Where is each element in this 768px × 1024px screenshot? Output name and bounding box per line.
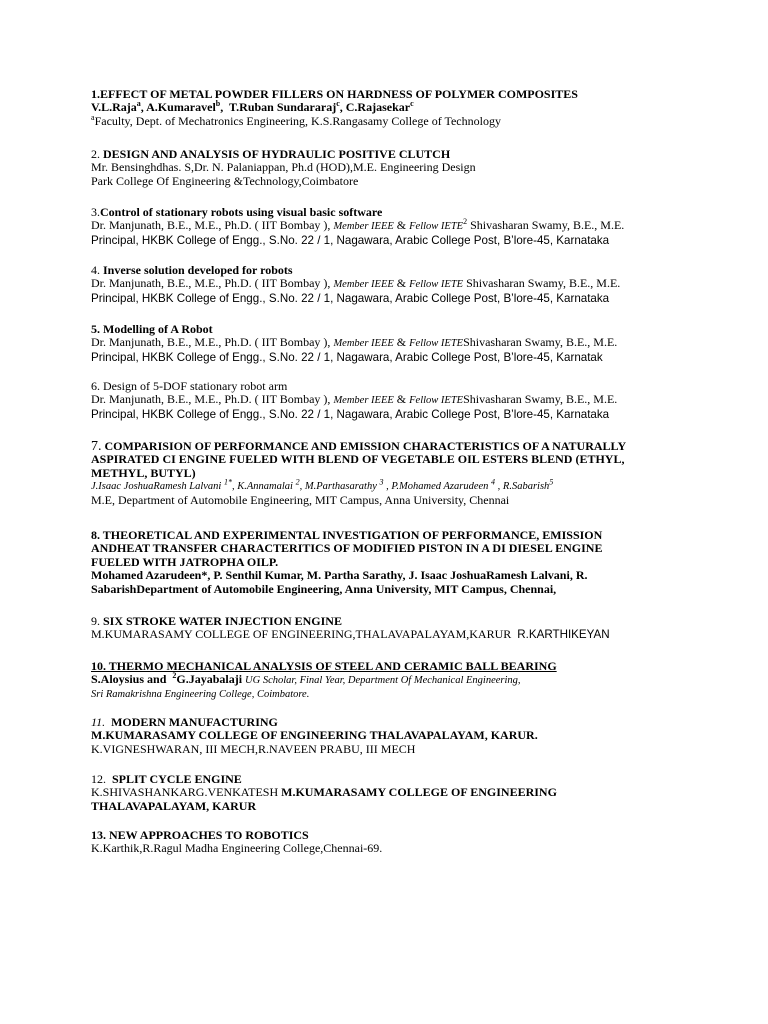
author-sep: , [231, 481, 238, 493]
entry-title-text: SIX STROKE WATER INJECTION ENGINE [103, 614, 342, 628]
entry-title [91, 773, 557, 786]
author-text: R.KARTHIKEYAN [517, 628, 610, 642]
entry-authors: SabarishDepartment of Automobile Engineering, Anna University, MIT Campus, Chennai, [91, 581, 557, 596]
entry-authors [91, 277, 620, 291]
entry-authors: Mohamed Azarudeen*, P. Senthil Kumar, M. Partha Sarathy, J. Isaac JoshuaRamesh Lalvani, R. [91, 568, 588, 583]
entry-title-line: ANDHEAT TRANSFER CHARACTERITICS OF MODIFIED PISTON IN A DI DIESEL ENGINE [91, 541, 603, 556]
author-sup: a [136, 99, 141, 109]
entry-title [91, 264, 620, 277]
entry-1 [91, 88, 578, 128]
affiliation-sup: a [91, 112, 95, 122]
entry-12 [91, 773, 557, 813]
entry-title: 5. Modelling of A Robot [91, 322, 213, 336]
author-name: C.Rajasekar [345, 100, 411, 115]
amp-text: & [393, 218, 410, 233]
author-text: Dr. Manjunath, B.E., M.E., Ph.D. ( IIT Bombay ), [91, 276, 334, 291]
entry-title-line: FUELED WITH JATROPHA OILP. [91, 554, 279, 569]
author-name: A.Kumaravel [146, 100, 216, 115]
author-name: K.Annamalai [237, 481, 296, 493]
entry-authors: K.VIGNESHWARAN, III MECH,R.NAVEEN PRABU, III MECH [91, 741, 416, 756]
entry-title [91, 440, 626, 453]
entry-9 [91, 615, 610, 642]
author-name: P.Mohamed Azarudeen [391, 481, 492, 493]
entry-title-text: Control of stationary robots using visual basic software [100, 205, 383, 219]
author-sup: 2 [172, 671, 177, 681]
entry-address: Principal, HKBK College of Engg., S.No. 22 / 1, Nagawara, Arabic College Post, B’lore-45, Karnatak [91, 350, 603, 364]
member-text: Member IEEE [333, 395, 394, 407]
entry-title-text: THERMO MECHANICAL ANALYSIS OF STEEL AND CERAMIC BALL BEARING [106, 659, 557, 673]
author-name: T.Ruban Sundararaj [229, 100, 337, 115]
entry-number: 2. [91, 147, 100, 161]
author-text: Dr. Manjunath, B.E., M.E., Ph.D. ( IIT Bombay ), [91, 335, 334, 350]
entry-address: Principal, HKBK College of Engg., S.No. 22 / 1, Nagawara, Arabic College Post, B’lore-45, Karnataka [91, 407, 610, 421]
entry-7 [91, 440, 626, 507]
fellow-text: Fellow IETE [409, 395, 464, 407]
entry-number: 11. [91, 715, 106, 729]
entry-number: 7. [91, 439, 102, 454]
author-sep: , [383, 481, 392, 493]
entry-affiliation: Park College Of Engineering &Technology,Coimbatore [91, 173, 359, 188]
affiliation-text: Faculty, Dept. of Mechatronics Engineering, K.S.Rangasamy College of Technology [94, 113, 501, 128]
entry-3 [91, 206, 624, 247]
entry-title-line: ASPIRATED CI ENGINE FUELED WITH BLEND OF VEGETABLE OIL ESTERS BLEND (ETHYL, [91, 452, 625, 467]
author-text: G.Jayabalaji [176, 672, 243, 687]
author-text: Dr. Manjunath, B.E., M.E., Ph.D. ( IIT Bombay ), [91, 218, 334, 233]
entry-address: Principal, HKBK College of Engg., S.No. 22 / 1, Nagawara, Arabic College Post, B’lore-45, Karnataka [91, 291, 610, 305]
entry-title: 1.EFFECT OF METAL POWDER FILLERS ON HARDNESS OF POLYMER COMPOSITES [91, 87, 578, 101]
entry-college: THALAVAPALAYAM, KARUR [91, 798, 257, 813]
entry-number: 10. [91, 659, 106, 673]
fellow-sup: 2 [463, 217, 468, 227]
entry-affiliation: Sri Ramakrishna Engineering College, Coimbatore. [91, 688, 310, 700]
author-rest: Shivasharan Swamy, B.E., M.E. [467, 218, 625, 233]
author-sup: 3 [379, 477, 384, 487]
fellow-text: Fellow IETE [409, 338, 464, 350]
fellow-text: Fellow IETE [409, 221, 464, 233]
author-sup: 5 [549, 477, 554, 487]
entry-number: 3. [91, 205, 100, 219]
author-sup: 1* [223, 477, 232, 487]
affiliation-text: UG Scholar, Final Year, Department Of Mechanical Engineering, [245, 675, 521, 687]
entry-college: M.KUMARASAMY COLLEGE OF ENGINEERING THALAVAPALAYAM, KARUR. [91, 728, 538, 743]
amp-text: & [393, 276, 410, 291]
entry-authors [91, 219, 624, 233]
author-sep: , [299, 481, 305, 493]
member-text: Member IEEE [333, 279, 394, 291]
entry-address: Principal, HKBK College of Engg., S.No. 22 / 1, Nagawara, Arabic College Post, B’lore-45, Karnataka [91, 233, 610, 247]
entry-11 [91, 716, 538, 756]
author-name: V.L.Raja [91, 100, 137, 115]
entry-title-text: MODERN MANUFACTURING [111, 715, 278, 729]
entry-title [91, 148, 476, 161]
entry-number: 4. [91, 263, 100, 277]
entry-title-text: Inverse solution developed for robots [103, 263, 293, 277]
entry-authors [91, 393, 617, 407]
entry-4 [91, 264, 620, 305]
entry-authors: K.Karthik,R.Ragul Madha Engineering College,Chennai-69. [91, 841, 383, 856]
entry-affiliation: M.E, Department of Automobile Engineering, MIT Campus, Anna University, Chennai [91, 492, 510, 507]
entry-title-line: METHYL, BUTYL) [91, 465, 196, 480]
entry-authors [91, 786, 557, 799]
entry-title-text: COMPARISION OF PERFORMANCE AND EMISSION CHARACTERISTICS OF A NATURALLY [104, 439, 627, 453]
author-text: K.SHIVASHANKARG.VENKATESH [91, 785, 279, 800]
entry-2 [91, 148, 476, 188]
author-rest: Shivasharan Swamy, B.E., M.E. [463, 335, 618, 350]
entry-authors [91, 336, 617, 350]
entry-title-text: DESIGN AND ANALYSIS OF HYDRAULIC POSITIVE CLUTCH [103, 147, 451, 161]
author-rest: Shivasharan Swamy, B.E., M.E. [463, 276, 621, 291]
author-rest: Shivasharan Swamy, B.E., M.E. [463, 392, 618, 407]
author-sup: c [410, 99, 414, 109]
author-sep: , [495, 481, 503, 493]
college-text: M.KUMARASAMY COLLEGE OF ENGINEERING [281, 785, 557, 800]
entry-authors: V.L.Raja$^a$, A.Kumaravel$^b$, T.Ruban Sundararaj$^c$, C.Rajasekar$^c$ [91, 99, 414, 115]
entry-title: 6. Design of 5-DOF stationary robot arm [91, 379, 288, 393]
amp-text: & [393, 335, 410, 350]
entry-5 [91, 323, 617, 364]
entry-college [91, 628, 610, 641]
entry-affiliation [91, 112, 578, 128]
entry-title-text: SPLIT CYCLE ENGINE [112, 772, 242, 786]
member-text: Member IEEE [333, 221, 394, 233]
fellow-text: Fellow IETE [409, 279, 464, 291]
college-text: M.KUMARASAMY COLLEGE OF ENGINEERING,THALAVAPALAYAM,KARUR [91, 627, 512, 642]
author-name: J.Isaac JoshuaRamesh Lalvani [91, 481, 224, 493]
entry-title [91, 615, 610, 628]
entry-authors: Mr. Bensinghdhas. S,Dr. N. Palaniappan, Ph.d (HOD),M.E. Engineering Design [91, 160, 476, 175]
entry-6 [91, 380, 617, 421]
author-sup: 2 [295, 477, 300, 487]
amp-text: & [393, 392, 410, 407]
author-sup: 4 [491, 477, 496, 487]
entry-8 [91, 529, 602, 596]
entry-title: 13. NEW APPROACHES TO ROBOTICS [91, 828, 309, 842]
entry-authors [91, 477, 626, 493]
entry-10 [91, 660, 557, 701]
entry-title: 8. THEORETICAL AND EXPERIMENTAL INVESTIGATION OF PERFORMANCE, EMISSION [91, 528, 603, 542]
entry-number: 12. [91, 772, 106, 786]
entry-title [91, 716, 538, 729]
member-text: Member IEEE [333, 338, 394, 350]
entry-13 [91, 829, 382, 856]
author-name: R.Sabarish [502, 481, 550, 493]
entry-number: 9. [91, 614, 100, 628]
author-sup: c [336, 99, 340, 109]
author-sup: b [215, 99, 221, 109]
author-text: Dr. Manjunath, B.E., M.E., Ph.D. ( IIT Bombay ), [91, 392, 334, 407]
entry-authors [91, 673, 557, 687]
author-name: M.Parthasarathy [304, 481, 380, 493]
author-text: S.Aloysius and [91, 672, 167, 687]
